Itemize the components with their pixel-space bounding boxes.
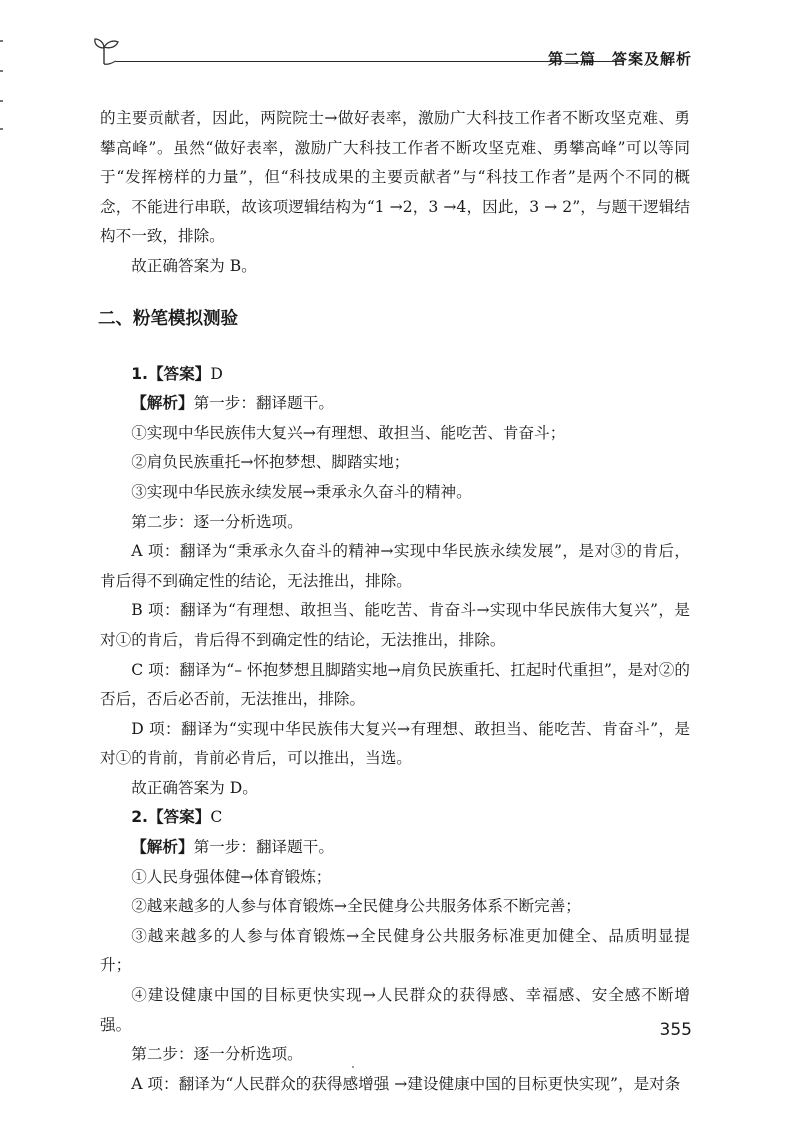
q1-option-a: A 项：翻译为“秉承永久奋斗的精神→实现中华民族永续发展”，是对③的肯后，肯后得不到确定性的结论，无法推出，排除。 xyxy=(100,542,690,590)
q1-option-c: C 项：翻译为“– 怀抱梦想且脚踏实地→肩负民族重托、扛起时代重担”，是对②的否后，否后必否前，无法推出，排除。 xyxy=(100,660,690,709)
edge-mark xyxy=(0,40,3,42)
q1-line: ②肩负民族重托→怀抱梦想、脚踏实地； xyxy=(131,453,410,472)
q2-analysis xyxy=(100,833,690,863)
q2-line: ①人民身强体健→体育锻炼； xyxy=(131,867,332,886)
edge-mark xyxy=(0,128,3,130)
section-title: 二、粉笔模拟测验 xyxy=(98,308,238,329)
q2-line: 第二步：逐一分析选项。 xyxy=(131,1045,303,1064)
q1-final-answer: 故正确答案为 D。 xyxy=(131,778,258,797)
q2-analysis-label: 【解析】 xyxy=(131,838,194,857)
q2-line: ③越来越多的人参与体育锻炼→全民健身公共服务标准更加健全、品质明显提升； xyxy=(100,926,690,975)
page-header xyxy=(92,34,692,74)
q1-option-d: D 项：翻译为“实现中华民族伟大复兴→有理想、敢担当、能吃苦、肯奋斗”，是对①的肯前，肯前必肯后，可以推出，当选。 xyxy=(100,719,690,768)
q1-line: 第二步：逐一分析选项。 xyxy=(131,512,303,531)
page-number: 355 xyxy=(659,1020,692,1040)
q2-answer-value: C xyxy=(210,808,223,827)
q1-analysis-label: 【解析】 xyxy=(131,394,194,413)
page-body xyxy=(100,104,690,1099)
continuation-answer: 故正确答案为 B。 xyxy=(131,256,257,275)
q1-analysis-intro: 第一步：翻译题干。 xyxy=(193,394,334,413)
q1-line: ①实现中华民族伟大复兴→有理想、敢担当、能吃苦、肯奋斗； xyxy=(131,423,566,442)
q2-line: ②越来越多的人参与体育锻炼→全民健身公共服务体系不断完善； xyxy=(131,897,581,916)
q1-line: ③实现中华民族永续发展→秉承永久奋斗的精神。 xyxy=(131,482,472,501)
q2-analysis-intro: 第一步：翻译题干。 xyxy=(193,838,334,857)
header-title: 第二篇 答案及解析 xyxy=(547,50,692,68)
footer-dot xyxy=(352,1066,354,1068)
sprout-icon xyxy=(92,34,132,70)
edge-mark xyxy=(0,70,3,72)
q2-answer xyxy=(100,803,690,833)
q2-line: ④建设健康中国的目标更快实现→人民群众的获得感、幸福感、安全感不断增强。 xyxy=(100,986,690,1034)
continuation-paragraph: 的主要贡献者，因此，两院院士→做好表率，激励广大科技工作者不断攻坚克难、勇攀高峰”。虽然“做好表率，激励广大科技工作者不断攻坚克难、勇攀高峰”可以等同于“发挥榜样的力量”，但“科技成果的主要贡献者”与“科技工作者”是两个不同的概念，不能进行串联，故该项逻辑结构为“1 →2，3 →4，因此，3 → 2”，与题干逻辑结构不一致，排除。 xyxy=(100,109,690,246)
q1-analysis xyxy=(100,389,690,419)
q2-option-a: A 项：翻译为“人民群众的获得感增强 →建设健康中国的目标更快实现”，是对条 xyxy=(131,1074,681,1093)
q1-answer-value: D xyxy=(210,364,223,383)
q1-answer-label: 1.【答案】 xyxy=(131,364,211,383)
edge-mark xyxy=(0,100,3,102)
q1-option-b: B 项：翻译为“有理想、敢担当、能吃苦、肯奋斗→实现中华民族伟大复兴”，是对①的肯后，肯后得不到确定性的结论，无法推出，排除。 xyxy=(100,601,690,649)
q1-answer xyxy=(100,360,690,390)
q2-answer-label: 2.【答案】 xyxy=(131,808,211,827)
